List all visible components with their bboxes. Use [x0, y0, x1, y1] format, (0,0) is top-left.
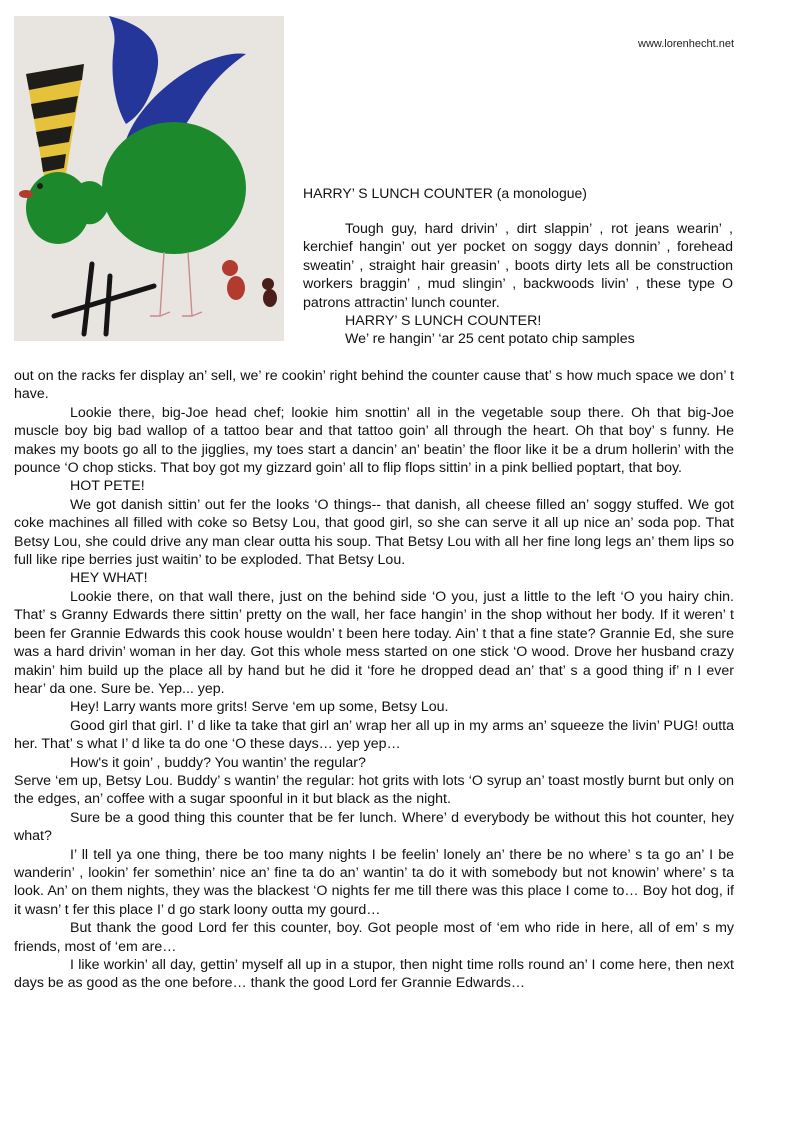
intro-paragraph: Tough guy, hard drivin’ , dirt slappin’ , rot jeans wearin’ , kerchief hangin’ out yer pocket on soggy days donnin’ , forehead sweatin’ , straight hair greasin’ , boots dirty lets all be construction workers braggin’ , mud slingin’ , backwoods livin’ , these type O patrons attractin’ lunch counter.: [303, 221, 733, 311]
bird-head: [26, 172, 90, 244]
bird-painting-svg: [14, 16, 284, 341]
body-paragraph: Hey! Larry wants more grits! Serve ‘em up some, Betsy Lou.: [70, 699, 449, 716]
bird-beak: [19, 190, 33, 198]
body-block: [14, 367, 734, 993]
body-paragraph: I like workin’ all day, gettin’ myself all up in a stupor, then night time rolls round an’ I come here, then next days be as good as the one before… thank the good Lord fer Grannie Edwards…: [14, 957, 734, 992]
body-paragraph: Good girl that girl. I’ d like ta take that girl an’ wrap her all up in my arms an’ squeeze the livin’ PUG! outta her. That’ s what I’ d like ta do one ‘O these days… yep yep…: [14, 717, 734, 753]
body-paragraphs: [14, 404, 734, 993]
body-paragraph: Lookie there, big-Joe head chef; lookie him snottin’ all in the vegetable soup there. Oh that big-Joe muscle boy big bad wallop of a tattoo bear and that tattoo goin’ all through the heart. Oh that boy’ s funny. He makes my boots go all to the jigglies, my toes start a dancin’ an’ beatin’ the floor like it be a drum hollerin’ with the pounce ‘O chop sticks. That boy got my gizzard goin’ all to flip flops sittin’ in a pink bellied poptart, that boy.: [14, 404, 734, 477]
body-paragraph: How's it goin’ , buddy? You wantin’ the regular?: [70, 754, 366, 771]
split-paragraph-rest: out on the racks fer display an’ sell, we’ re cookin’ right behind the counter cause that’ s how much space we don’ t have.: [14, 368, 734, 403]
body-paragraph: But thank the good Lord fer this counter, boy. Got people most of ‘em who ride in here, all of em’ s my friends, most of ‘em are…: [14, 920, 734, 955]
body-paragraph: We got danish sittin’ out fer the looks ‘O things-- that danish, all cheese filled an’ soggy stuffed. We got coke machines all filled with coke so Betsy Lou, that good girl, so she can serve it all up nice an’ soda pop. That Betsy Lou, she could drive any man clear outta his soup. That Betsy Lou with all her fine long legs an’ them lips so full like ripe berries just waitin’ to be exploded. That Betsy Lou.: [14, 496, 734, 569]
body-paragraph: I’ ll tell ya one thing, there be too many nights I be feelin’ lonely an’ there be no where’ s ta go an’ I be wanderin’ , lookin’ fer somethin’ nice an’ fine ta do an’ wantin’ ta do it with somebody but not knowin’ where’ s ta look. An’ on them nights, they was the blackest ‘O nights fer me till there was this place I come to… Boy hot dog, if it wasn’ t fer this place I’ d go stark loony outta my gourd…: [14, 846, 734, 918]
body-paragraph: HEY WHAT!: [70, 570, 148, 587]
intro-block: [303, 220, 733, 349]
site-url: www.lorenhecht.net: [638, 38, 734, 50]
body-paragraph: HOT PETE!: [70, 478, 145, 495]
bird-painting: [14, 16, 284, 341]
body-paragraph: Sure be a good thing this counter that be fer lunch. Where’ d everybody be without this hot counter, hey what?: [14, 809, 734, 845]
split-paragraph-start: We’ re hangin’ ‘ar 25 cent potato chip samples: [345, 331, 635, 348]
intro-paragraph: HARRY’ S LUNCH COUNTER!: [345, 313, 542, 330]
body-paragraph: Lookie there, on that wall there, just on the behind side ‘O you, just a little to the left ‘O you hairy chin. That’ s Granny Edwards there sittin’ pretty on the wall, her face hangin’ in the shop without her body. If it weren’ t been fer Grannie Edwards this cook house wouldn’ t been here today. Ain’ t that a fine state? Grannie Ed, she sure was a hard drivin’ woman in her day. Got this whole mess started on one stick ‘O wood. Drove her husband crazy makin’ him build up the place all by hand but he did it ‘fore he dropped dead an’ that’ s a good thing if’ n I ever hear’ da one. Sure be. Yep... yep.: [14, 588, 734, 697]
bird-eye: [37, 183, 43, 189]
bird-body: [102, 122, 246, 254]
document-title: HARRY’ S LUNCH COUNTER (a monologue): [303, 185, 587, 201]
body-paragraph: Serve ‘em up, Betsy Lou. Buddy’ s wantin’ the regular: hot grits with lots ‘O syrup an’ toast mostly burnt but only on the edges, an’ coffee with a sugar spoonful in it but black as the night.: [14, 772, 734, 808]
